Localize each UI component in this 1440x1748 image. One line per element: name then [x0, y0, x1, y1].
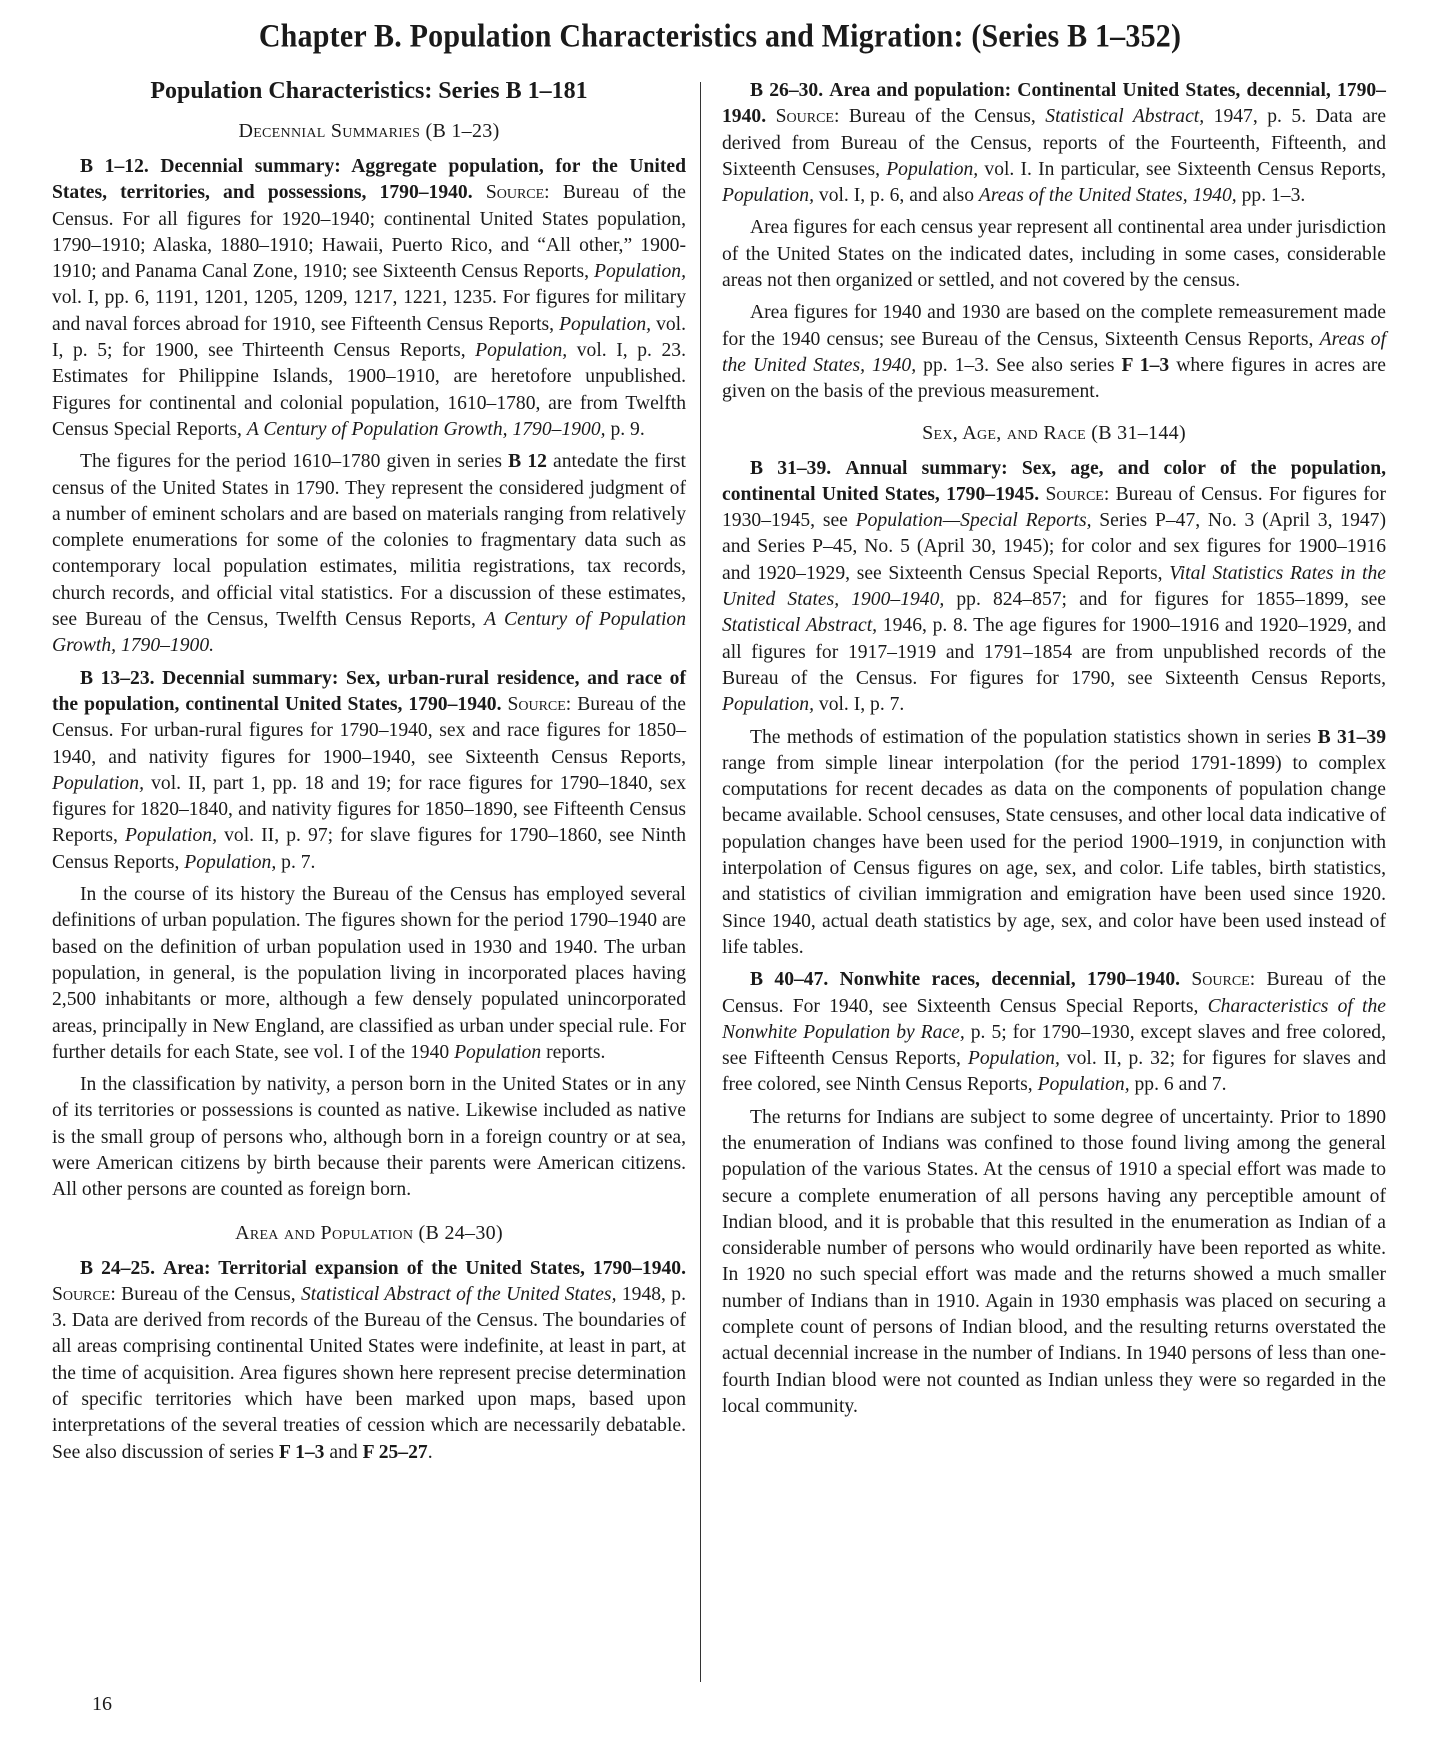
right-column: [722, 78, 1386, 1426]
publication-title: Statistical Abstract,: [1045, 106, 1205, 128]
entry-code: B 40–47.: [750, 969, 829, 991]
entry-text: .: [427, 1441, 433, 1463]
entry-text: pp. 6 and 7.: [1134, 1074, 1227, 1096]
subheading-decennial-summaries: [52, 118, 686, 144]
publication-title: Population,: [886, 158, 979, 180]
entry-b13-23: [52, 666, 686, 876]
series-ref: F 1–3: [278, 1441, 325, 1463]
entry-b31-39: [722, 456, 1386, 719]
paragraph-text: The methods of estimation of the population statistics shown in series: [750, 726, 1312, 748]
entry-title: Area: Territorial expansion of the United States, 1790–1940.: [163, 1257, 686, 1279]
publication-title: Vital Statistics Rates in the United States, 1900–1940,: [722, 562, 1386, 611]
series-ref: B 31–39: [1317, 726, 1386, 748]
entry-text: Bureau of Census. For figures for 1930–1945, see: [722, 483, 1386, 532]
entry-text: pp. 1–3.: [1241, 185, 1306, 207]
series-ref: F 25–27: [362, 1441, 428, 1463]
paragraph-nativity: In the classification by nativity, a person born in the United States or in any of its territories or possessions is counted as native. Likewise included as native is the small group of persons who, although born in a foreign country or at sea, were American citizens by birth because their parents were American citizens. All other persons are counted as foreign born.: [52, 1074, 686, 1201]
publication-title: Statistical Abstract,: [722, 615, 878, 637]
entry-text: 1946, p. 8. The age figures for 1900–1916 and 1920–1929, and all figures for 1917–1919 and 1791–1854 are from unpublished records of the Bureau of the Census. For figures for 1790, see Sixteenth Census Reports,: [722, 615, 1386, 689]
paragraph-text: range from simple linear interpolation (for the period 1791-1899) to complex computations for recent decades as data on the components of population change became available. School censuses, State censuses, and other local data indicative of population changes have been used for the period 1900–1919, in conjunction with interpolation of Census figures on age, sex, and color. Life tables, birth statistics, and statistics of civilian immigration and emigration have been used since 1920. Since 1940, actual death statistics by age, sex, and color have been used instead of life tables.: [722, 752, 1386, 958]
publication-title: Population,: [52, 772, 144, 794]
paragraph-text: Area figures for 1940 and 1930 are based on the complete remeasurement made for the 1940 census; see Bureau of the Census, Sixteenth Census Reports,: [722, 302, 1386, 350]
entry-title: Annual summary: Sex, age, and color of the population, continental United States, 1790–1945.: [722, 457, 1386, 505]
paragraph-text: where figures in acres are given on the basis of the previous measurement.: [722, 354, 1386, 403]
subheading-label: Area and Population: [235, 1221, 414, 1244]
entry-text: Series P–47, No. 3 (April 3, 1947) and Series P–45, No. 5 (April 30, 1945); for color and sex figures for 1900–1916 and 1920–1929, see Sixteenth Census Special Reports,: [722, 510, 1386, 584]
entry-text: Bureau of the Census. For 1940, see Sixteenth Census Special Reports,: [722, 969, 1386, 1017]
paragraph-estimation-methods: [722, 725, 1386, 962]
paragraph-urban-definition: [52, 882, 686, 1066]
entry-b1-12: [52, 154, 686, 443]
paragraph-figures-1610-1780: [52, 449, 686, 659]
entry-text: and: [329, 1441, 358, 1463]
subheading-range: (B 1–23): [425, 120, 500, 142]
entry-text: Bureau of the Census. For all figures for 1920–1940; continental United States population, 1790–1910; Alaska, 1880–1910; Hawaii, Puerto Rico, and “All other,” 1900-1910; and Panama Canal Zone, 1910; see Sixteenth Census Reports,: [52, 182, 687, 283]
entry-text: vol. I, p. 6, and also: [818, 185, 974, 207]
entry-text: Bureau of the Census,: [848, 106, 1036, 128]
publication-title: Population,: [722, 694, 814, 716]
publication-title: Population—Special Reports,: [855, 510, 1092, 532]
source-label: Source:: [52, 1283, 116, 1305]
entry-text: Bureau of the Census,: [121, 1283, 296, 1305]
publication-title: A Century of Population Growth, 1790–1900.: [52, 609, 686, 657]
entry-b24-25: [52, 1256, 686, 1466]
paragraph-text: antedate the first census of the United States in 1790. They represent the considered judgment of a number of eminent scholars and are based on materials ranging from relatively complete enumerations for some of the colonies to fragmentary data such as contemporary local population estimates, militia registrations, tax records, church records, and official vital statistics. For a discussion of these estimates, see Bureau of the Census, Twelfth Census Reports,: [52, 451, 686, 631]
publication-title: Statistical Abstract of the United States,: [301, 1283, 617, 1305]
page-number: 16: [92, 1693, 112, 1715]
entry-title: Nonwhite races, decennial, 1790–1940.: [839, 969, 1181, 991]
entry-code: B 31–39.: [750, 457, 832, 479]
publication-title: Population,: [124, 825, 217, 847]
publication-title: Population,: [1037, 1074, 1130, 1096]
entry-code: B 1–12.: [80, 156, 149, 177]
entry-text: vol. II, p. 32; for figures for slaves and free colored, see Ninth Census Reports,: [722, 1048, 1386, 1096]
entry-text: 1947, p. 5. Data are derived from Bureau of the Census, reports of the Fourteenth, Fifteenth, and Sixteenth Censuses,: [722, 106, 1387, 180]
subheading-sex-age-race: [722, 420, 1386, 446]
source-label: Source:: [1191, 969, 1256, 991]
entry-text: vol. I, p. 5; for 1900, see Thirteenth Census Reports,: [52, 313, 687, 362]
paragraph-text: The figures for the period 1610–1780 given in series: [80, 451, 503, 473]
section-title: Population Characteristics: Series B 1–181: [150, 78, 588, 104]
subheading-area-and-population: [52, 1220, 686, 1246]
source-label: Source:: [775, 106, 840, 128]
source-label: Source:: [507, 693, 572, 715]
publication-title: Population,: [475, 340, 568, 362]
entry-title: Decennial summary: Sex, urban-rural residence, and race of the population, continental United States, 1790–1940.: [52, 667, 686, 715]
publication-title: Population,: [559, 313, 652, 335]
paragraph-text: In the course of its history the Bureau of the Census has employed several definitions of urban population. The figures shown for the period 1790–1940 are based on the definition of urban population used in 1930 and 1940. The urban population, in general, is the population living in incorporated places having 2,500 inhabitants or more, although a few densely populated unincorporated areas, principally in New England, are classified as urban under special rule. For further details for each State, see vol. I of the 1940: [52, 884, 686, 1063]
source-label: Source:: [1045, 483, 1110, 505]
entry-text: vol. I, p. 23. Estimates for Philippine Islands, 1900–1910, are heretofore unpublished. Figures for continental and colonial population, 1610–1780, are from Twelfth Census Special Reports,: [52, 340, 686, 440]
publication-title: A Century of Population Growth, 1790–1900,: [246, 418, 606, 440]
entry-text: pp. 824–857; and for figures for 1855–1899, see: [956, 589, 1386, 611]
entry-b40-47: [722, 967, 1386, 1098]
subheading-label: Sex, Age, and Race: [922, 421, 1086, 444]
publication-title: Population: [454, 1041, 542, 1063]
entry-text: 1948, p. 3. Data are derived from records of the Bureau of the Census. The boundaries of all areas comprising continental United States were indefinite, at least in part, at the time of acquisition. Area figures shown here represent precise determination of specific territories which have been marked upon maps, based upon interpretations of the several treaties of cession which are necessarily debatable. See also discussion of series: [52, 1283, 686, 1463]
subheading-range: (B 24–30): [418, 1221, 503, 1244]
entry-code: B 13–23.: [80, 667, 155, 689]
entry-b26-30: [722, 78, 1386, 209]
paragraph-area-1940: [722, 300, 1386, 405]
entry-code: B 26–30.: [750, 80, 824, 101]
paragraph-text: reports.: [546, 1041, 606, 1063]
series-ref: B 12: [508, 451, 547, 473]
entry-text: p. 7.: [281, 851, 316, 873]
entry-text: p. 9.: [610, 418, 645, 440]
entry-text: vol. I, p. 7.: [818, 694, 905, 716]
entry-code: B 24–25.: [80, 1257, 155, 1279]
entry-text: Bureau of the Census. For urban-rural figures for 1790–1940, sex and race figures for 1850–1940, and nativity figures for 1900–1940, see Sixteenth Census Reports,: [52, 693, 686, 768]
paragraph-area-each-year: Area figures for each census year represent all continental area under jurisdiction of the United States on the indicated dates, including in some cases, considerable areas not then organized or settled, and not covered by the census.: [722, 217, 1386, 292]
left-column: [52, 76, 686, 1472]
entry-text: p. 5; for 1790–1930, except slaves and free colored, see Fifteenth Census Reports,: [722, 1021, 1386, 1070]
paragraph-indian-returns: The returns for Indians are subject to some degree of uncertainty. Prior to 1890 the enumeration of Indians was confined to those found living among the general population of the various States. At the census of 1910 a special effort was made to secure a complete enumeration of all persons having any perceptible amount of Indian blood, and it is probable that this resulted in the enumeration as Indian of a considerable number of persons who would ordinarily have been reported as white. In 1920 no such special effort was made and the returns showed a much smaller number of Indians than in 1910. Again in 1930 emphasis was placed on securing a complete count of persons of Indian blood, and the resulting returns overstated the actual decennial increase in the number of Indians. In 1940 persons of less than one-fourth Indian blood were not counted as Indian unless they were so regarded in the local community.: [722, 1106, 1386, 1417]
chapter-title: Chapter B. Population Characteristics and Migration: (Series B 1–352): [258, 18, 1182, 55]
column-divider: [700, 82, 701, 1682]
publication-title: Population,: [184, 851, 277, 873]
publication-title: Areas of the United States, 1940,: [722, 328, 1387, 376]
publication-title: Areas of the United States, 1940,: [978, 185, 1237, 207]
entry-title: Decennial summary: Aggregate population, for the United States, territories, and possessions, 1790–1940.: [52, 156, 686, 204]
publication-title: Population,: [967, 1048, 1060, 1070]
entry-text: vol. II, p. 97; for slave figures for 1790–1860, see Ninth Census Reports,: [52, 825, 686, 873]
publication-title: Population,: [722, 185, 814, 207]
series-ref: F 1–3: [1121, 354, 1170, 376]
source-label: Source:: [485, 182, 550, 204]
entry-text: vol. I, pp. 6, 1191, 1201, 1205, 1209, 1217, 1221, 1235. For figures for military and naval forces abroad for 1910, see Fifteenth Census Reports,: [52, 287, 686, 335]
paragraph-text: pp. 1–3. See also series: [923, 354, 1115, 376]
publication-title: Characteristics of the Nonwhite Population by Race,: [722, 995, 1386, 1043]
entry-text: vol. I. In particular, see Sixteenth Census Reports,: [984, 158, 1386, 180]
subheading-label: Decennial Summaries: [238, 120, 421, 142]
entry-text: vol. II, part 1, pp. 18 and 19; for race figures for 1790–1840, sex figures for 1820–1840, and nativity figures for 1850–1890, see Fifteenth Census Reports,: [52, 772, 686, 847]
entry-title: Area and population: Continental United States, decennial, 1790–1940.: [722, 80, 1386, 128]
publication-title: Population,: [594, 261, 686, 283]
subheading-range: (B 31–144): [1091, 421, 1186, 444]
